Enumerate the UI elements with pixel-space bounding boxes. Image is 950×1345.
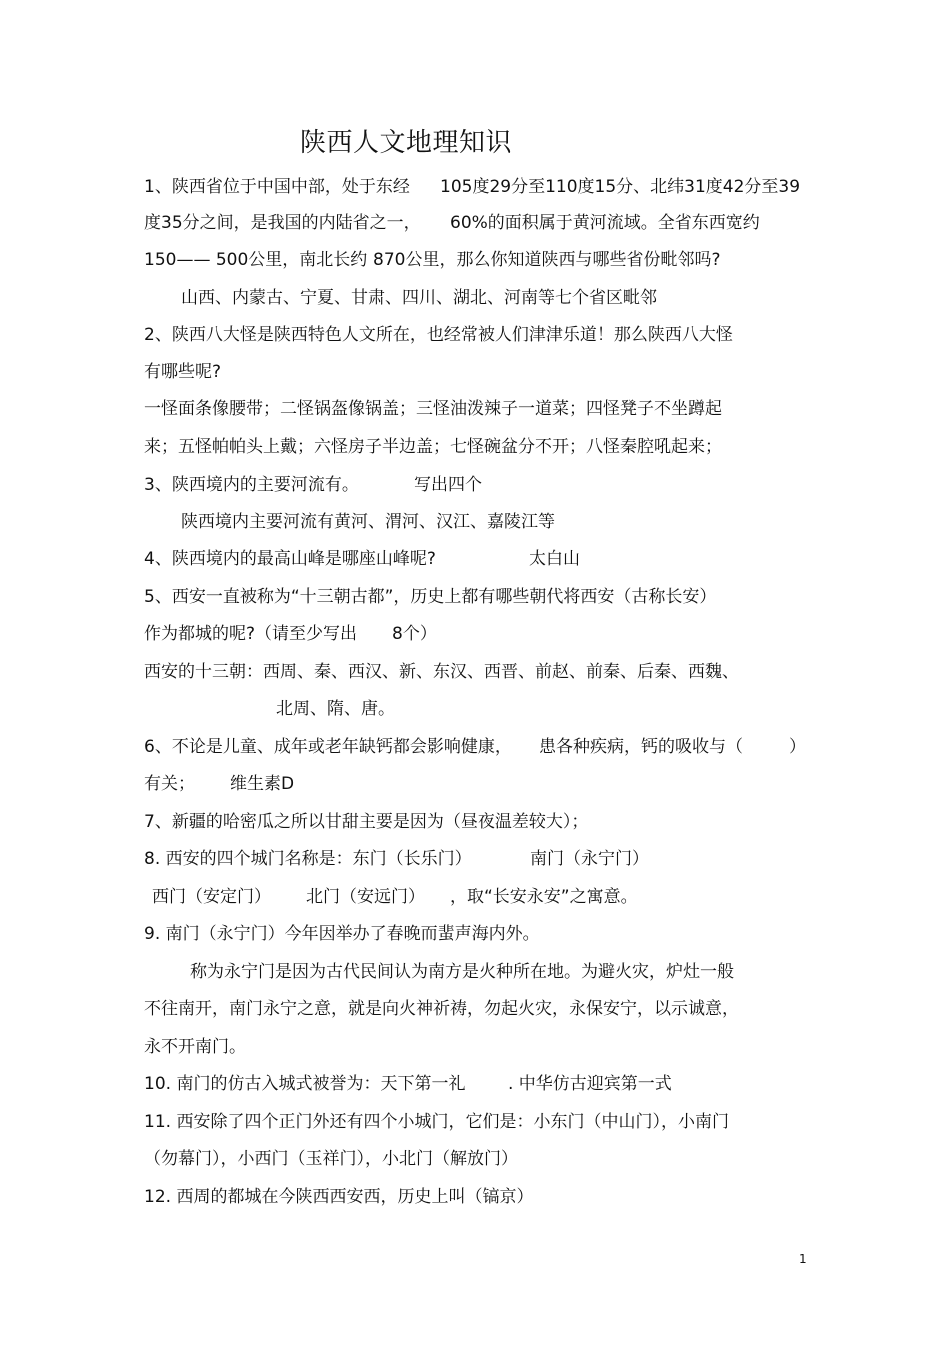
text-segment: 10. 南门的仿古入城式被誉为：天下第一礼 bbox=[144, 1074, 466, 1094]
text-segment: 870公里，那么你知道陕西与哪些省份毗邻吗? bbox=[373, 250, 721, 270]
text-segment: 北周、隋、唐。 bbox=[276, 699, 395, 719]
text-segment: 4、陕西境内的最高山峰是哪座山峰呢? bbox=[144, 549, 436, 569]
text-segment: 度35分之间，是我国的内陆省之一， bbox=[144, 213, 421, 233]
text-segment: 有哪些呢? bbox=[144, 362, 222, 382]
text-segment: 陕西境内主要河流有黄河、渭河、汉江、嘉陵江等 bbox=[181, 512, 555, 532]
text-segment: 患各种疾病，钙的吸收与（ bbox=[539, 737, 743, 757]
text-segment: 南门（永宁门） bbox=[530, 849, 649, 869]
text-segment: 一怪面条像腰带；二怪锅盔像锅盖；三怪油泼辣子一道菜；四怪凳子不坐蹲起 bbox=[144, 399, 722, 419]
page-number: 1 bbox=[799, 1252, 807, 1266]
text-segment: 9. 南门（永宁门）今年因举办了春晚而蜚声海内外。 bbox=[144, 924, 540, 944]
text-segment: 1、陕西省位于中国中部，处于东经 bbox=[144, 177, 410, 197]
text-segment: 北门（安远门） bbox=[306, 887, 425, 907]
text-segment: 维生素D bbox=[230, 774, 295, 794]
text-segment: （勿幕门），小西门（玉祥门），小北门（解放门） bbox=[144, 1149, 518, 1169]
text-segment: 60%的面积属于黄河流域。全省东西宽约 bbox=[450, 213, 760, 233]
text-segment: 山西、内蒙古、宁夏、甘肃、四川、湖北、河南等七个省区毗邻 bbox=[181, 288, 657, 308]
text-segment: 3、陕西境内的主要河流有。 bbox=[144, 475, 359, 495]
text-segment: 11. 西安除了四个正门外还有四个小城门，它们是：小东门（中山门），小南门 bbox=[144, 1112, 729, 1132]
text-segment: 5、西安一直被称为“十三朝古都”，历史上都有哪些朝代将西安（古称长安） bbox=[144, 587, 717, 607]
text-segment: . 中华仿古迎宾第一式 bbox=[508, 1074, 672, 1094]
text-segment: 12. 西周的都城在今陕西西安西，历史上叫（镐京） bbox=[144, 1187, 534, 1207]
page-title: 陕西人文地理知识 bbox=[300, 128, 513, 158]
text-segment: 写出四个 bbox=[414, 475, 482, 495]
text-segment: 有关； bbox=[144, 774, 195, 794]
text-segment: ，取“长安永安”之寓意。 bbox=[450, 887, 638, 907]
text-segment: 西门（安定门） bbox=[152, 887, 271, 907]
text-segment: 150—— 500公里，南北长约 bbox=[144, 250, 368, 270]
text-segment: ） bbox=[789, 737, 806, 757]
text-segment: 6、不论是儿童、成年或老年缺钙都会影响健康， bbox=[144, 737, 512, 757]
text-segment: 西安的十三朝：西周、秦、西汉、新、东汉、西晋、前赵、前秦、后秦、西魏、 bbox=[144, 662, 739, 682]
text-segment: 105度29分至110度15分、北纬31度42分至39 bbox=[440, 177, 801, 197]
text-segment: 太白山 bbox=[529, 549, 580, 569]
text-segment: 8个） bbox=[392, 624, 437, 644]
text-segment: 永不开南门。 bbox=[144, 1037, 246, 1057]
text-segment: 8. 西安的四个城门名称是：东门（长乐门） bbox=[144, 849, 472, 869]
text-segment: 来；五怪帕帕头上戴；六怪房子半边盖；七怪碗盆分不开；八怪秦腔吼起来； bbox=[144, 437, 722, 457]
text-segment: 称为永宁门是因为古代民间认为南方是火种所在地。为避火灾，炉灶一般 bbox=[190, 962, 734, 982]
text-segment: 7、新疆的哈密瓜之所以甘甜主要是因为（昼夜温差较大）； bbox=[144, 812, 589, 832]
text-segment: 作为都城的呢?（请至少写出 bbox=[144, 624, 358, 644]
text-segment: 2、陕西八大怪是陕西特色人文所在，也经常被人们津津乐道！那么陕西八大怪 bbox=[144, 325, 733, 345]
text-segment: 不往南开，南门永宁之意，就是向火神祈祷，勿起火灾，永保安宁，以示诚意， bbox=[144, 999, 739, 1019]
